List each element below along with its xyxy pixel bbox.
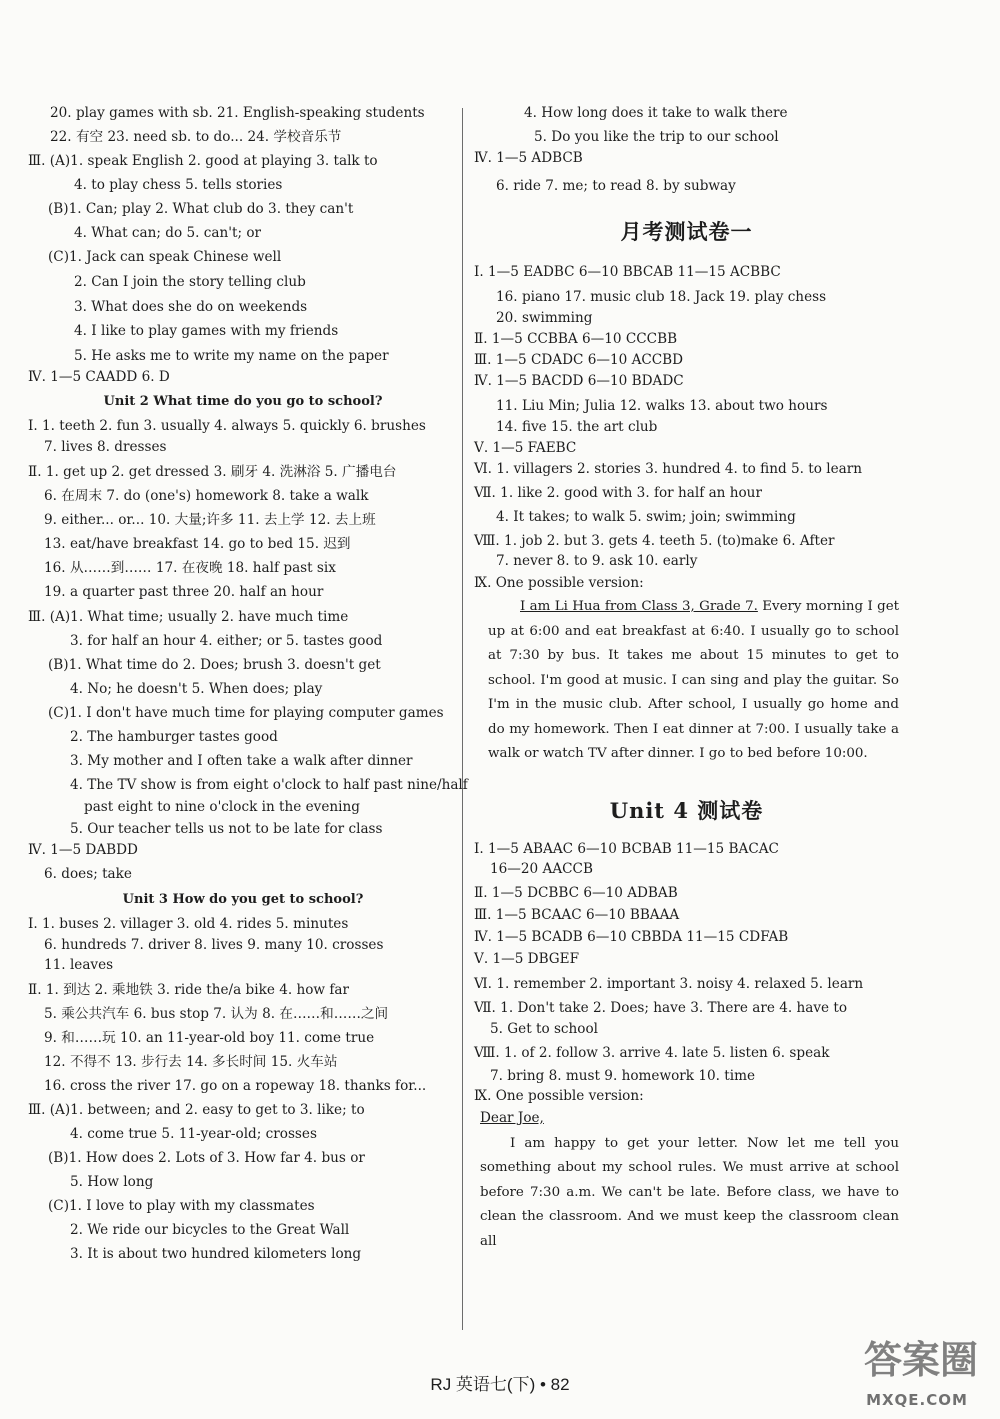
- answer-line: 12. 不得不 13. 步行去 14. 多长时间 15. 火车站: [44, 1054, 338, 1070]
- answer-line: 3. for half an hour 4. either; or 5. tastes good: [70, 633, 383, 649]
- answer-line: (B)1. What time do 2. Does; brush 3. doesn't get: [48, 657, 381, 673]
- answer-line: Ⅱ. 1—5 CCBBA 6—10 CCCBB: [474, 331, 678, 347]
- answer-line: 4. The TV show is from eight o'clock to half past nine/half: [70, 777, 468, 793]
- essay-paragraph: [474, 595, 899, 767]
- answer-line: 9. either... or... 10. 大量;许多 11. 去上学 12. 去上班: [44, 512, 376, 528]
- answer-line: Ⅳ. 1—5 BACDD 6—10 BDADC: [474, 373, 684, 389]
- answer-line: (B)1. Can; play 2. What club do 3. they can't: [48, 201, 354, 217]
- answer-line: Dear Joe,: [480, 1109, 544, 1126]
- answer-line: 2. We ride our bicycles to the Great Wall: [70, 1222, 350, 1238]
- answer-line: 20. play games with sb. 21. English-speaking students: [50, 105, 425, 121]
- answer-line: past eight to nine o'clock in the evening: [84, 799, 360, 815]
- answer-line: Ⅳ. 1—5 ADBCB: [474, 150, 583, 166]
- answer-line: 5. He asks me to write my name on the paper: [74, 348, 389, 364]
- answer-line: (B)1. How does 2. Lots of 3. How far 4. bus or: [48, 1150, 365, 1166]
- answer-line: 5. 乘公共汽车 6. bus stop 7. 认为 8. 在……和……之间: [44, 1006, 389, 1022]
- answer-line: Ⅱ. 1. get up 2. get dressed 3. 刷牙 4. 洗淋浴 5. 广播电台: [28, 464, 397, 480]
- answer-line: Ⅵ. 1. villagers 2. stories 3. hundred 4. to find 5. to learn: [474, 461, 863, 477]
- answer-line: Ⅰ. 1—5 ABAAC 6—10 BCBAB 11—15 BACAC: [474, 840, 779, 857]
- answer-line: Ⅱ. 1. 到达 2. 乘地铁 3. ride the/a bike 4. how far: [28, 982, 350, 998]
- answer-line: Ⅶ. 1. like 2. good with 3. for half an hour: [474, 485, 762, 501]
- answer-line: Ⅳ. 1—5 DABDD: [28, 842, 138, 858]
- answer-line: Ⅰ. 1. buses 2. villager 3. old 4. rides 5. minutes: [28, 916, 349, 932]
- answer-line: 3. What does she do on weekends: [74, 299, 308, 315]
- answer-line: 13. eat/have breakfast 14. go to bed 15. 迟到: [44, 536, 351, 552]
- answer-line: 20. swimming: [496, 310, 593, 326]
- section-heading: 月考测试卷一: [620, 219, 753, 244]
- answer-line: 4. No; he doesn't 5. When does; play: [70, 681, 323, 697]
- answer-line: 4. to play chess 5. tells stories: [74, 177, 283, 193]
- answer-line: 4. What can; do 5. can't; or: [74, 225, 262, 241]
- column-divider: [462, 108, 463, 1330]
- answer-line: Ⅲ. (A)1. speak English 2. good at playing 3. talk to: [28, 153, 378, 169]
- right-column: [474, 105, 899, 1254]
- answer-line: Ⅴ. 1—5 FAEBC: [474, 440, 577, 456]
- answer-line: Ⅸ. One possible version:: [474, 1087, 644, 1104]
- answer-line: 14. five 15. the art club: [496, 419, 658, 435]
- essay-body: Every morning I get up at 6:00 and eat breakfast at 6:40. I usually go to school at 7:30 by bus. It takes me about 15 minutes to get to school. I'm good at music. I can sing and play the guitar. So I'm in the music club. After school, I usually go home and do my homework. Then I eat dinner at 7:00. I usually take a walk or watch TV after dinner. I go to bed before 10:00.: [488, 599, 900, 761]
- answer-line: 19. a quarter past three 20. half an hour: [44, 584, 324, 600]
- watermark-logo: 答案圈: [864, 1338, 979, 1382]
- answer-line: 6. hundreds 7. driver 8. lives 9. many 10. crosses: [44, 937, 384, 953]
- answer-line: 5. Get to school: [490, 1020, 599, 1037]
- answer-line: 6. ride 7. me; to read 8. by subway: [496, 178, 736, 194]
- answer-line: Ⅲ. 1—5 BCAAC 6—10 BBAAA: [474, 906, 680, 923]
- answer-line: 5. Our teacher tells us not to be late for class: [70, 821, 383, 837]
- letter-paragraph: I am happy to get your letter. Now let me tell you something about my school rules. We must arrive at school before 7:30 a.m. We can't be late. Before class, we have to clean the classroom. And we must keep the classroom clean all: [480, 1135, 899, 1249]
- answer-line: Ⅴ. 1—5 DBGEF: [474, 950, 580, 967]
- answer-line: 16. piano 17. music club 18. Jack 19. play chess: [496, 289, 827, 305]
- answer-line: 4. I like to play games with my friends: [74, 323, 339, 339]
- section-heading: Unit 2 What time do you go to school?: [103, 394, 383, 409]
- watermark: [852, 1329, 982, 1409]
- answer-line: Ⅷ. 1. of 2. follow 3. arrive 4. late 5. listen 6. speak: [474, 1044, 830, 1061]
- answer-line: 7. bring 8. must 9. homework 10. time: [490, 1067, 756, 1084]
- answer-line: 2. The hamburger tastes good: [70, 729, 278, 745]
- answer-line: (C)1. I love to play with my classmates: [48, 1198, 315, 1214]
- answer-line: 4. How long does it take to walk there: [524, 105, 788, 121]
- section-heading: Unit 3 How do you get to school?: [122, 892, 364, 907]
- left-column: [28, 105, 468, 1262]
- answer-line: 5. How long: [70, 1174, 154, 1190]
- answer-line: 16. 从……到…… 17. 在夜晚 18. half past six: [44, 560, 336, 576]
- answer-line: 2. Can I join the story telling club: [74, 274, 306, 290]
- answer-line: Ⅰ. 1—5 EADBC 6—10 BBCAB 11—15 ACBBC: [474, 264, 781, 280]
- answer-line: 16—20 AACCB: [490, 860, 593, 877]
- answer-line: (C)1. Jack can speak Chinese well: [48, 249, 282, 265]
- answer-line: 4. come true 5. 11-year-old; crosses: [70, 1126, 317, 1142]
- answer-line: 16. cross the river 17. go on a ropeway 18. thanks for...: [44, 1078, 427, 1094]
- answer-line: Ⅳ. 1—5 CAADD 6. D: [28, 369, 170, 385]
- answer-line: Ⅷ. 1. job 2. but 3. gets 4. teeth 5. (to)make 6. After: [474, 533, 835, 549]
- answer-line: Ⅵ. 1. remember 2. important 3. noisy 4. relaxed 5. learn: [474, 975, 864, 992]
- answer-line: (C)1. I don't have much time for playing computer games: [48, 705, 444, 721]
- answer-line: 6. 在周末 7. do (one's) homework 8. take a walk: [44, 488, 369, 504]
- answer-line: 11. leaves: [44, 957, 114, 973]
- answer-line: 7. never 8. to 9. ask 10. early: [496, 553, 698, 569]
- answer-line: 3. It is about two hundred kilometers long: [70, 1246, 362, 1262]
- answer-line: 6. does; take: [44, 866, 132, 882]
- answer-line: Ⅲ. (A)1. between; and 2. easy to get to 3. like; to: [28, 1102, 365, 1118]
- answer-line: Ⅶ. 1. Don't take 2. Does; have 3. There are 4. have to: [474, 999, 848, 1016]
- answer-line: Ⅱ. 1—5 DCBBC 6—10 ADBAB: [474, 884, 678, 901]
- answer-line: Ⅸ. One possible version:: [474, 575, 644, 591]
- answer-line: 7. lives 8. dresses: [44, 439, 167, 455]
- answer-line: Ⅳ. 1—5 BCADB 6—10 CBBDA 11—15 CDFAB: [474, 928, 789, 945]
- answer-line: Ⅲ. (A)1. What time; usually 2. have much time: [28, 609, 349, 625]
- section-heading: Unit 4 测试卷: [609, 797, 764, 823]
- answer-line: 3. My mother and I often take a walk after dinner: [70, 753, 413, 769]
- answer-line: 22. 有空 23. need sb. to do... 24. 学校音乐节: [50, 129, 342, 145]
- answer-line: Ⅲ. 1—5 CDADC 6—10 ACCBD: [474, 352, 684, 368]
- essay-first-sentence: I am Li Hua from Class 3, Grade 7.: [520, 599, 758, 614]
- answer-line: 5. Do you like the trip to our school: [534, 129, 779, 145]
- watermark-text: MXQE.COM: [866, 1391, 968, 1409]
- answer-line: Ⅰ. 1. teeth 2. fun 3. usually 4. always 5. quickly 6. brushes: [28, 418, 426, 434]
- page-footer: RJ 英语七(下) • 82: [430, 1375, 570, 1394]
- answer-line: 9. 和……玩 10. an 11-year-old boy 11. come true: [44, 1030, 375, 1046]
- answer-line: 4. It takes; to walk 5. swim; join; swimming: [496, 509, 796, 525]
- answer-line: 11. Liu Min; Julia 12. walks 13. about two hours: [496, 398, 828, 414]
